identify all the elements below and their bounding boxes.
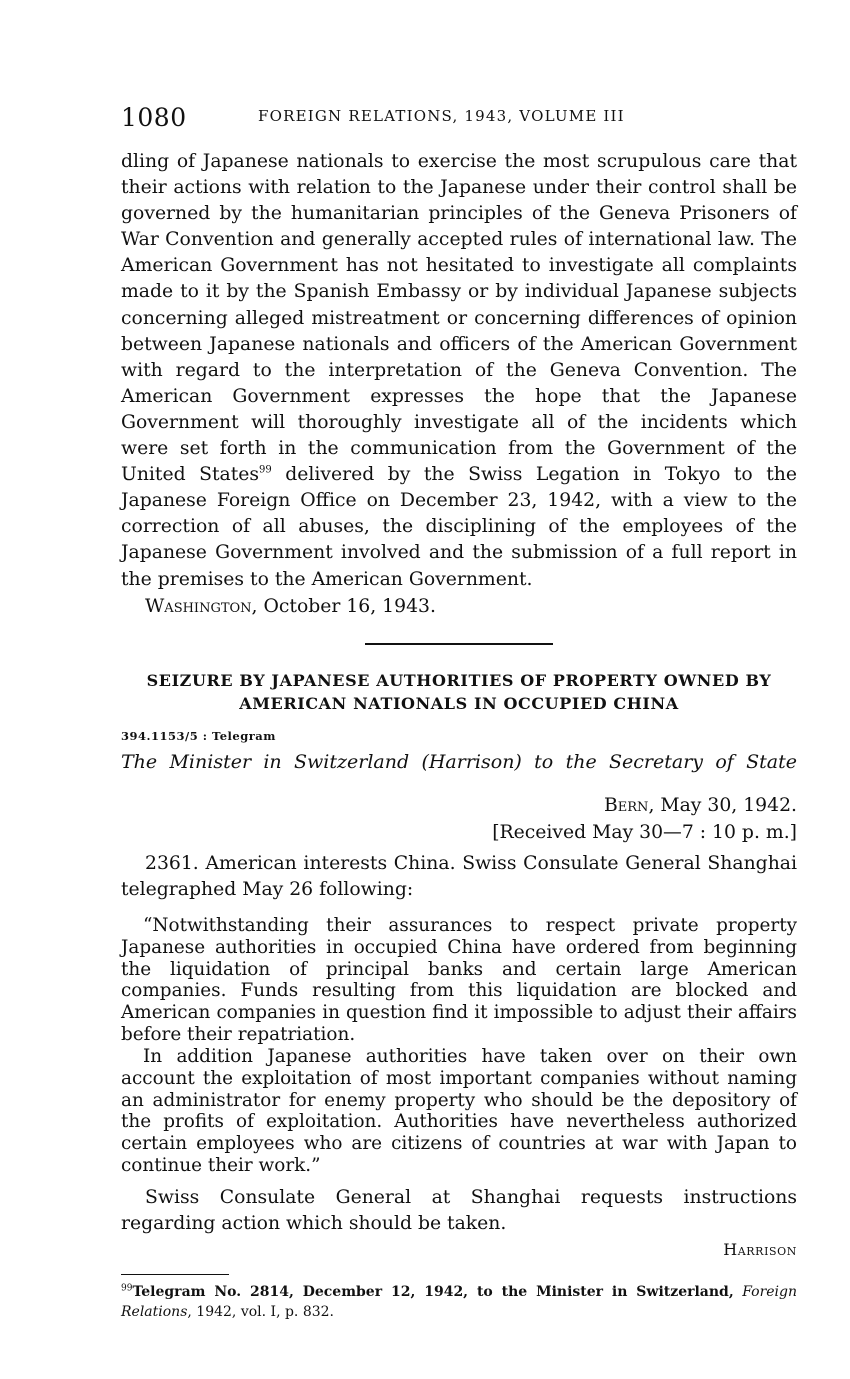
footnote-mark: 99 [121, 1283, 133, 1294]
received-note: [Received May 30—7 : 10 p. m.] [492, 822, 797, 843]
body-paragraph [121, 149, 797, 593]
section-heading: SEIZURE BY JAPANESE AUTHORITIES OF PROPERTY OWNED BY AMERICAN NATIONALS IN OCCUPIED CHINA [146, 671, 772, 713]
footnote [121, 1282, 797, 1322]
telegram-paragraph: 2361. American interests China. Swiss Consulate General Shanghai telegraphed May 26 following: [121, 853, 797, 901]
footnote-publication: Foreign Relations [121, 1284, 797, 1320]
dateline [604, 795, 797, 816]
dateline-date: , May 30, 1942. [648, 795, 797, 816]
date-text: , October 16, 1943. [251, 596, 436, 617]
body-text-part1: dling of Japanese nationals to exercise the most scrupulous care that their actions with relation to the Japanese under their control shall be governed by the humanitarian principles of the Geneva Prisoners of War Convention and generally accepted rules of international law. The American Government has not hesitated to investigate all complaints made to it by the Spanish Embassy or by individual Japanese subjects concerning alleged mistreatment or concerning differences of opinion between Japanese nationals and officers of the American Government with regard to the interpretation of the Geneva Convention. The American Government expresses the hope that the Japanese Government will thoroughly investigate all of the incidents which were set forth in the communication from the Government of the United States [121, 151, 797, 486]
signature: Harrison [723, 1240, 797, 1259]
footnote-citation: , 1942, vol. I, p. 832. [187, 1304, 335, 1320]
quoted-paragraph-2: In addition Japanese authorities have taken over on their own account the exploitation of most important companies without naming an administrator for enemy property who should be the depository of the profits of exploitation. Authorities have nevertheless authorized certain employees who are citizens of countries at war with Japan to continue their work.” [121, 1046, 797, 1176]
file-reference: 394.1153/5 : Telegram [121, 729, 276, 743]
closing-paragraph: Swiss Consulate General at Shanghai requests instructions regarding action which should be taken. [121, 1187, 797, 1235]
footnote-reference: 99 [259, 464, 272, 476]
dateline-place: Bern [603, 795, 649, 816]
document-addressing: The Minister in Switzerland (Harrison) to the Secretary of State [121, 751, 797, 773]
place-name: Washington [145, 596, 252, 617]
page-number: 1080 [121, 103, 187, 132]
running-title: FOREIGN RELATIONS, 1943, VOLUME III [258, 107, 625, 125]
footnote-text: Telegram No. 2814, December 12, 1942, to the Minister in Switzerland, [132, 1284, 734, 1300]
body-text-part2: delivered by the Swiss Legation in Tokyo to the Japanese Foreign Office on December 23, 1942, with a view to the correction of all abuses, the disciplining of the employees of the Japanese Government involved and the submission of a full report in the premises to the American Government. [121, 464, 797, 590]
place-date-line [145, 596, 436, 617]
footnote-divider [121, 1274, 229, 1275]
quoted-paragraph-1: “Notwithstanding their assurances to respect private property Japanese authorities in occupied China have ordered from beginning the liquidation of principal banks and certain large American companies. Funds resulting from this liquidation are blocked and American companies in question find it impossible to adjust their affairs before their repatriation. [121, 915, 797, 1045]
section-divider [365, 643, 553, 645]
